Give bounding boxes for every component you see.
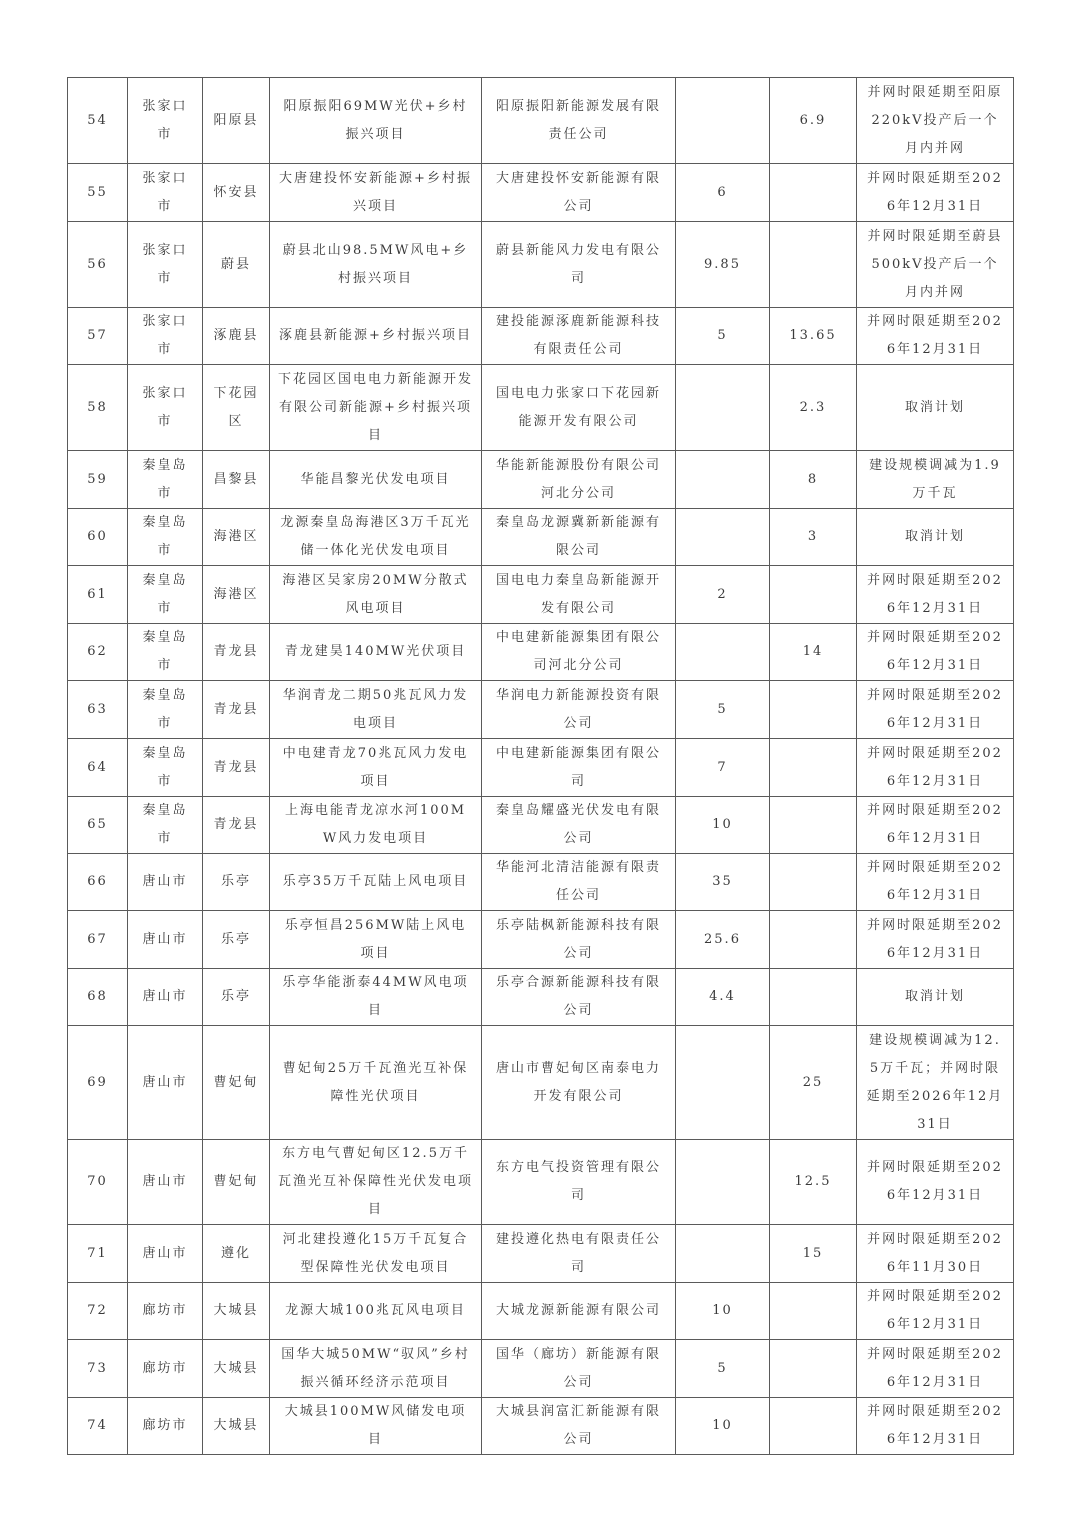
adjustment-note-cell: 取消计划 <box>857 365 1014 451</box>
row-number: 64 <box>68 739 128 797</box>
capacity-a-cell: 35 <box>676 854 770 911</box>
capacity-a-cell: 5 <box>676 308 770 365</box>
project-name-cell: 大唐建投怀安新能源+乡村振兴项目 <box>270 164 482 222</box>
project-name-cell: 华润青龙二期50兆瓦风力发电项目 <box>270 681 482 739</box>
city-cell: 秦皇岛市 <box>128 451 203 509</box>
adjustment-note-cell: 并网时限延期至2026年12月31日 <box>857 566 1014 624</box>
adjustment-note-cell: 并网时限延期至2026年12月31日 <box>857 797 1014 854</box>
county-cell: 海港区 <box>203 566 270 624</box>
row-number: 62 <box>68 624 128 681</box>
adjustment-note-cell: 并网时限延期至2026年12月31日 <box>857 164 1014 222</box>
capacity-a-cell: 6 <box>676 164 770 222</box>
row-number: 69 <box>68 1026 128 1140</box>
capacity-a-cell: 10 <box>676 1283 770 1340</box>
project-name-cell: 大城县100MW风储发电项目 <box>270 1398 482 1455</box>
city-cell: 唐山市 <box>128 854 203 911</box>
project-name-cell: 龙源大城100兆瓦风电项目 <box>270 1283 482 1340</box>
capacity-b-cell <box>770 1283 857 1340</box>
company-cell: 华润电力新能源投资有限公司 <box>482 681 676 739</box>
capacity-a-cell: 2 <box>676 566 770 624</box>
capacity-b-cell: 15 <box>770 1225 857 1283</box>
company-cell: 中电建新能源集团有限公司 <box>482 739 676 797</box>
city-cell: 唐山市 <box>128 1225 203 1283</box>
county-cell: 遵化 <box>203 1225 270 1283</box>
capacity-b-cell <box>770 911 857 969</box>
city-cell: 秦皇岛市 <box>128 509 203 566</box>
adjustment-note-cell: 并网时限延期至2026年12月31日 <box>857 911 1014 969</box>
capacity-a-cell: 9.85 <box>676 222 770 308</box>
capacity-a-cell: 25.6 <box>676 911 770 969</box>
capacity-b-cell <box>770 164 857 222</box>
county-cell: 曹妃甸 <box>203 1026 270 1140</box>
county-cell: 蔚县 <box>203 222 270 308</box>
adjustment-note-cell: 并网时限延期至2026年12月31日 <box>857 739 1014 797</box>
company-cell: 华能河北清洁能源有限责任公司 <box>482 854 676 911</box>
capacity-a-cell <box>676 624 770 681</box>
capacity-a-cell <box>676 451 770 509</box>
row-number: 65 <box>68 797 128 854</box>
company-cell: 华能新能源股份有限公司河北分公司 <box>482 451 676 509</box>
capacity-b-cell: 14 <box>770 624 857 681</box>
table-row <box>68 1398 1014 1455</box>
capacity-a-cell: 10 <box>676 797 770 854</box>
row-number: 54 <box>68 78 128 164</box>
project-name-cell: 中电建青龙70兆瓦风力发电项目 <box>270 739 482 797</box>
capacity-a-cell <box>676 1225 770 1283</box>
project-name-cell: 龙源秦皇岛海港区3万千瓦光储一体化光伏发电项目 <box>270 509 482 566</box>
table-row <box>68 451 1014 509</box>
company-cell: 东方电气投资管理有限公司 <box>482 1140 676 1225</box>
city-cell: 唐山市 <box>128 1026 203 1140</box>
city-cell: 廊坊市 <box>128 1398 203 1455</box>
row-number: 74 <box>68 1398 128 1455</box>
capacity-b-cell <box>770 739 857 797</box>
company-cell: 国电电力张家口下花园新能源开发有限公司 <box>482 365 676 451</box>
company-cell: 阳原振阳新能源发展有限责任公司 <box>482 78 676 164</box>
project-name-cell: 上海电能青龙凉水河100MW风力发电项目 <box>270 797 482 854</box>
capacity-a-cell: 10 <box>676 1398 770 1455</box>
adjustment-note-cell: 并网时限延期至2026年12月31日 <box>857 308 1014 365</box>
county-cell: 曹妃甸 <box>203 1140 270 1225</box>
capacity-b-cell <box>770 681 857 739</box>
row-number: 66 <box>68 854 128 911</box>
table-row <box>68 1340 1014 1398</box>
table-row <box>68 222 1014 308</box>
project-name-cell: 华能昌黎光伏发电项目 <box>270 451 482 509</box>
table-row <box>68 624 1014 681</box>
capacity-b-cell: 6.9 <box>770 78 857 164</box>
county-cell: 大城县 <box>203 1340 270 1398</box>
county-cell: 乐亭 <box>203 969 270 1026</box>
table-row <box>68 509 1014 566</box>
row-number: 61 <box>68 566 128 624</box>
county-cell: 青龙县 <box>203 681 270 739</box>
capacity-b-cell: 12.5 <box>770 1140 857 1225</box>
adjustment-note-cell: 并网时限延期至蔚县500kV投产后一个月内并网 <box>857 222 1014 308</box>
county-cell: 大城县 <box>203 1398 270 1455</box>
city-cell: 唐山市 <box>128 969 203 1026</box>
project-name-cell: 蔚县北山98.5MW风电+乡村振兴项目 <box>270 222 482 308</box>
city-cell: 秦皇岛市 <box>128 566 203 624</box>
capacity-b-cell: 25 <box>770 1026 857 1140</box>
table-row <box>68 1026 1014 1140</box>
county-cell: 下花园区 <box>203 365 270 451</box>
table-row <box>68 1225 1014 1283</box>
county-cell: 昌黎县 <box>203 451 270 509</box>
company-cell: 蔚县新能风力发电有限公司 <box>482 222 676 308</box>
row-number: 73 <box>68 1340 128 1398</box>
capacity-a-cell <box>676 365 770 451</box>
company-cell: 大唐建投怀安新能源有限公司 <box>482 164 676 222</box>
table-row <box>68 739 1014 797</box>
adjustment-note-cell: 并网时限延期至阳原220kV投产后一个月内并网 <box>857 78 1014 164</box>
adjustment-note-cell: 建设规模调减为1.9万千瓦 <box>857 451 1014 509</box>
county-cell: 乐亭 <box>203 854 270 911</box>
project-name-cell: 曹妃甸25万千瓦渔光互补保障性光伏项目 <box>270 1026 482 1140</box>
company-cell: 秦皇岛耀盛光伏发电有限公司 <box>482 797 676 854</box>
county-cell: 涿鹿县 <box>203 308 270 365</box>
table-row <box>68 854 1014 911</box>
table-row <box>68 1140 1014 1225</box>
row-number: 55 <box>68 164 128 222</box>
row-number: 72 <box>68 1283 128 1340</box>
table-row <box>68 365 1014 451</box>
adjustment-note-cell: 并网时限延期至2026年12月31日 <box>857 624 1014 681</box>
row-number: 60 <box>68 509 128 566</box>
capacity-b-cell <box>770 1340 857 1398</box>
company-cell: 国电电力秦皇岛新能源开发有限公司 <box>482 566 676 624</box>
adjustment-note-cell: 取消计划 <box>857 509 1014 566</box>
capacity-a-cell: 5 <box>676 1340 770 1398</box>
capacity-b-cell: 2.3 <box>770 365 857 451</box>
county-cell: 青龙县 <box>203 797 270 854</box>
project-name-cell: 海港区吴家房20MW分散式风电项目 <box>270 566 482 624</box>
capacity-a-cell: 5 <box>676 681 770 739</box>
capacity-b-cell: 8 <box>770 451 857 509</box>
city-cell: 张家口市 <box>128 222 203 308</box>
company-cell: 唐山市曹妃甸区南泰电力开发有限公司 <box>482 1026 676 1140</box>
capacity-b-cell <box>770 797 857 854</box>
county-cell: 海港区 <box>203 509 270 566</box>
company-cell: 乐亭合源新能源科技有限公司 <box>482 969 676 1026</box>
company-cell: 秦皇岛龙源冀新新能源有限公司 <box>482 509 676 566</box>
county-cell: 大城县 <box>203 1283 270 1340</box>
county-cell: 怀安县 <box>203 164 270 222</box>
city-cell: 廊坊市 <box>128 1340 203 1398</box>
adjustment-note-cell: 并网时限延期至2026年12月31日 <box>857 854 1014 911</box>
capacity-a-cell <box>676 1140 770 1225</box>
county-cell: 青龙县 <box>203 624 270 681</box>
city-cell: 张家口市 <box>128 78 203 164</box>
project-name-cell: 乐亭华能浙泰44MW风电项目 <box>270 969 482 1026</box>
city-cell: 秦皇岛市 <box>128 739 203 797</box>
row-number: 57 <box>68 308 128 365</box>
project-name-cell: 阳原振阳69MW光伏+乡村振兴项目 <box>270 78 482 164</box>
table-row <box>68 969 1014 1026</box>
company-cell: 建投遵化热电有限责任公司 <box>482 1225 676 1283</box>
company-cell: 大城龙源新能源有限公司 <box>482 1283 676 1340</box>
adjustment-note-cell: 并网时限延期至2026年11月30日 <box>857 1225 1014 1283</box>
capacity-b-cell <box>770 969 857 1026</box>
capacity-b-cell <box>770 854 857 911</box>
company-cell: 中电建新能源集团有限公司河北分公司 <box>482 624 676 681</box>
project-name-cell: 乐亭35万千瓦陆上风电项目 <box>270 854 482 911</box>
capacity-b-cell: 3 <box>770 509 857 566</box>
capacity-a-cell: 4.4 <box>676 969 770 1026</box>
capacity-a-cell: 7 <box>676 739 770 797</box>
company-cell: 乐亭陆枫新能源科技有限公司 <box>482 911 676 969</box>
table-row <box>68 797 1014 854</box>
company-cell: 国华（廊坊）新能源有限公司 <box>482 1340 676 1398</box>
table-body <box>68 78 1014 1455</box>
table-row <box>68 308 1014 365</box>
capacity-a-cell <box>676 509 770 566</box>
project-name-cell: 东方电气曹妃甸区12.5万千瓦渔光互补保障性光伏发电项目 <box>270 1140 482 1225</box>
project-name-cell: 乐亭恒昌256MW陆上风电项目 <box>270 911 482 969</box>
row-number: 67 <box>68 911 128 969</box>
row-number: 70 <box>68 1140 128 1225</box>
adjustment-note-cell: 建设规模调减为12.5万千瓦；并网时限延期至2026年12月31日 <box>857 1026 1014 1140</box>
city-cell: 张家口市 <box>128 308 203 365</box>
city-cell: 廊坊市 <box>128 1283 203 1340</box>
adjustment-note-cell: 并网时限延期至2026年12月31日 <box>857 1340 1014 1398</box>
table-row <box>68 566 1014 624</box>
capacity-b-cell <box>770 222 857 308</box>
county-cell: 青龙县 <box>203 739 270 797</box>
city-cell: 唐山市 <box>128 1140 203 1225</box>
table-row <box>68 78 1014 164</box>
project-name-cell: 涿鹿县新能源+乡村振兴项目 <box>270 308 482 365</box>
row-number: 59 <box>68 451 128 509</box>
adjustment-note-cell: 取消计划 <box>857 969 1014 1026</box>
adjustment-note-cell: 并网时限延期至2026年12月31日 <box>857 1140 1014 1225</box>
project-name-cell: 下花园区国电电力新能源开发有限公司新能源+乡村振兴项目 <box>270 365 482 451</box>
adjustment-note-cell: 并网时限延期至2026年12月31日 <box>857 1398 1014 1455</box>
row-number: 63 <box>68 681 128 739</box>
city-cell: 张家口市 <box>128 164 203 222</box>
project-name-cell: 国华大城50MW“驭风”乡村振兴循环经济示范项目 <box>270 1340 482 1398</box>
capacity-a-cell <box>676 1026 770 1140</box>
adjustment-note-cell: 并网时限延期至2026年12月31日 <box>857 681 1014 739</box>
county-cell: 阳原县 <box>203 78 270 164</box>
row-number: 71 <box>68 1225 128 1283</box>
city-cell: 张家口市 <box>128 365 203 451</box>
table-row <box>68 911 1014 969</box>
city-cell: 秦皇岛市 <box>128 797 203 854</box>
capacity-b-cell: 13.65 <box>770 308 857 365</box>
project-name-cell: 河北建投遵化15万千瓦复合型保障性光伏发电项目 <box>270 1225 482 1283</box>
project-adjustment-table <box>67 77 1014 1455</box>
table-row <box>68 681 1014 739</box>
city-cell: 唐山市 <box>128 911 203 969</box>
project-name-cell: 青龙建昊140MW光伏项目 <box>270 624 482 681</box>
table-row <box>68 1283 1014 1340</box>
capacity-a-cell <box>676 78 770 164</box>
county-cell: 乐亭 <box>203 911 270 969</box>
city-cell: 秦皇岛市 <box>128 681 203 739</box>
capacity-b-cell <box>770 1398 857 1455</box>
adjustment-note-cell: 并网时限延期至2026年12月31日 <box>857 1283 1014 1340</box>
row-number: 56 <box>68 222 128 308</box>
capacity-b-cell <box>770 566 857 624</box>
row-number: 58 <box>68 365 128 451</box>
table-row <box>68 164 1014 222</box>
company-cell: 建投能源涿鹿新能源科技有限责任公司 <box>482 308 676 365</box>
city-cell: 秦皇岛市 <box>128 624 203 681</box>
row-number: 68 <box>68 969 128 1026</box>
company-cell: 大城县润富汇新能源有限公司 <box>482 1398 676 1455</box>
